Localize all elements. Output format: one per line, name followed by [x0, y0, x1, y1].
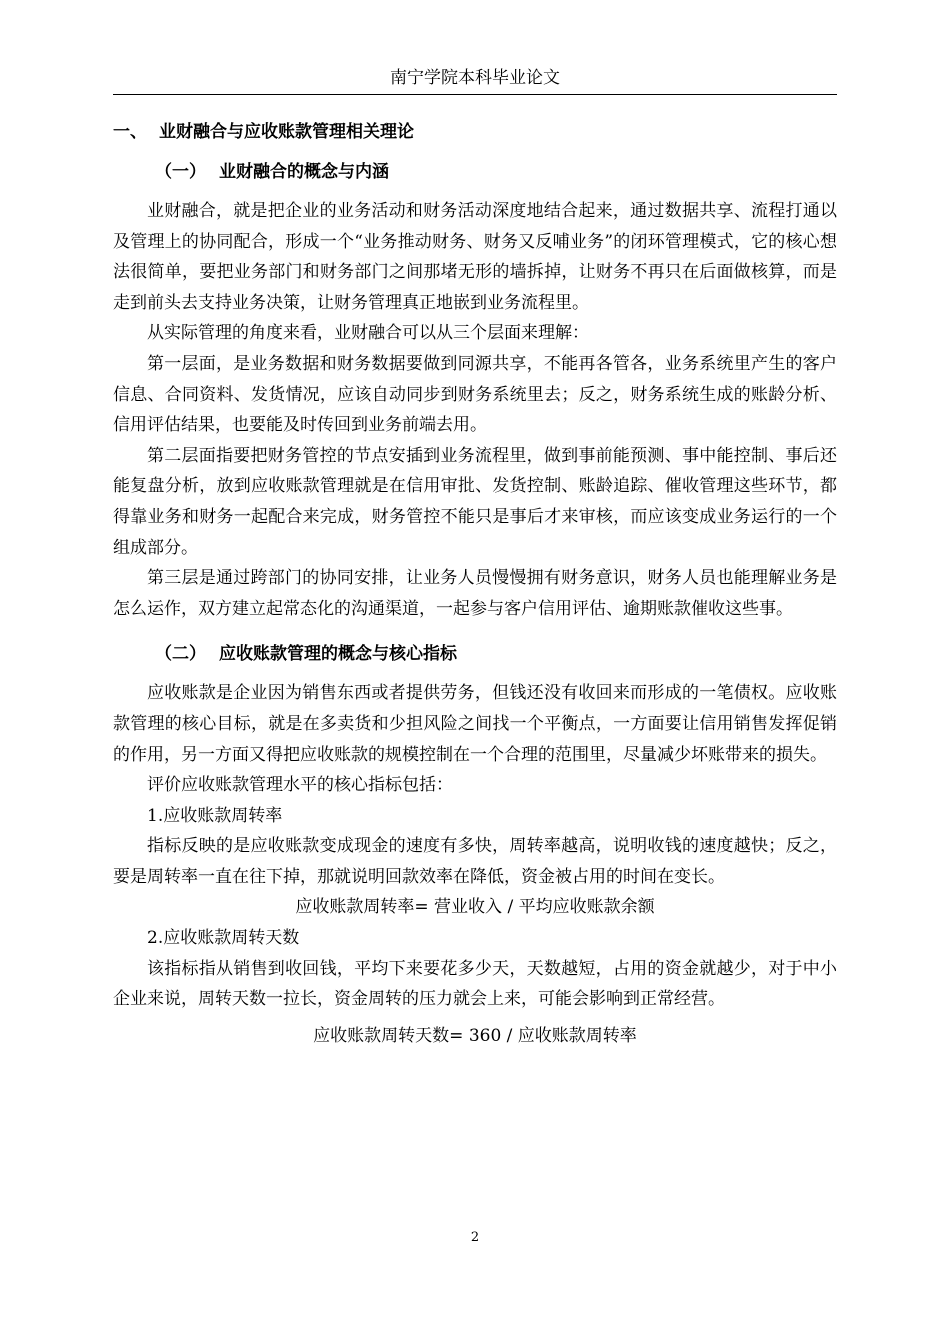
page-number: 2: [470, 1230, 480, 1245]
paragraph: 第一层面，是业务数据和财务数据要做到同源共享，不能再各管各，业务系统里产生的客户信息、合同资料、发货情况，应该自动同步到财务系统里去；反之，财务系统生成的账龄分析、信用评估结果，也要能及时传回到业务前端去用。: [113, 353, 837, 436]
subsection-title: 应收账款管理的概念与核心指标: [219, 644, 457, 665]
subsection-number: （二）: [155, 644, 206, 665]
page-body: [113, 116, 837, 1051]
header-rule: [113, 94, 837, 95]
section-title: 业财融合与应收账款管理相关理论: [159, 122, 414, 142]
formula: 应收账款周转率= 营业收入 / 平均应收账款余额: [295, 897, 655, 918]
subsection-heading-1: [155, 156, 837, 188]
formula: 应收账款周转天数= 360 / 应收账款周转率: [313, 1025, 637, 1046]
paragraph: 第二层面指要把财务管控的节点安插到业务流程里，做到事前能预测、事中能控制、事后还能复盘分析，放到应收账款管理就是在信用审批、发货控制、账龄追踪、催收管理这些环节，都得靠业务和财务一起配合来完成，财务管控不能只是事后才来审核，而应该变成业务运行的一个组成部分。: [113, 445, 837, 558]
paragraph: 从实际管理的角度来看，业财融合可以从三个层面来理解：: [147, 323, 589, 344]
section-number: 一、: [113, 122, 147, 142]
list-item-title: 2.应收账款周转天数: [147, 928, 300, 949]
section-heading: [113, 116, 837, 148]
subsection-title: 业财融合的概念与内涵: [219, 162, 389, 182]
subsection-heading-2: [155, 638, 837, 670]
paragraph: 第三层是通过跨部门的协同安排，让业务人员慢慢拥有财务意识，财务人员也能理解业务是怎么运作，双方建立起常态化的沟通渠道，一起参与客户信用评估、逾期账款催收这些事。: [113, 568, 837, 619]
page-header: 南宁学院本科毕业论文: [390, 68, 560, 88]
paragraph: 指标反映的是应收账款变成现金的速度有多快，周转率越高，说明收钱的速度越快；反之，要是周转率一直在往下掉，那就说明回款效率在降低，资金被占用的时间在变长。: [113, 836, 837, 887]
paragraph: 该指标指从销售到收回钱，平均下来要花多少天，天数越短，占用的资金就越少，对于中小企业来说，周转天数一拉长，资金周转的压力就会上来，可能会影响到正常经营。: [113, 958, 837, 1010]
paragraph: 业财融合，就是把企业的业务活动和财务活动深度地结合起来，通过数据共享、流程打通以及管理上的协同配合，形成一个“业务推动财务、财务又反哺业务”的闭环管理模式，它的核心想法很简单，要把业务部门和财务部门之间那堵无形的墙拆掉，让财务不再只在后面做核算，而是走到前头去支持业务决策，让财务管理真正地嵌到业务流程里。: [113, 201, 837, 313]
paragraph: 评价应收账款管理水平的核心指标包括：: [147, 775, 453, 796]
paragraph: 应收账款是企业因为销售东西或者提供劳务，但钱还没有收回来而形成的一笔债权。应收账款管理的核心目标，就是在多卖货和少担风险之间找一个平衡点，一方面要让信用销售发挥促销的作用，另一方面又得把应收账款的规模控制在一个合理的范围里，尽量减少坏账带来的损失。: [113, 683, 837, 765]
list-item-title: 1.应收账款周转率: [147, 805, 283, 826]
subsection-number: （一）: [155, 162, 206, 182]
